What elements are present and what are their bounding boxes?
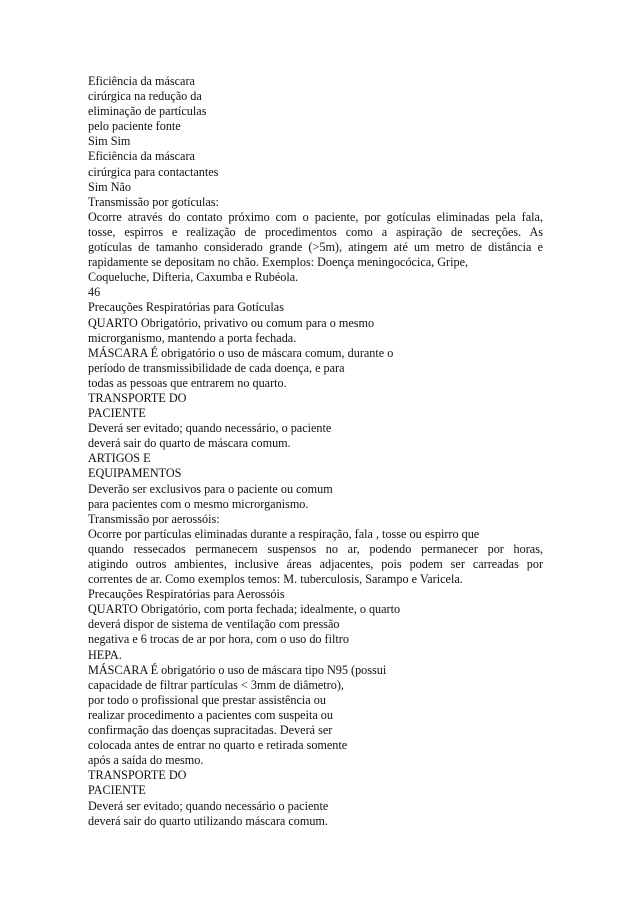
text-line: HEPA. [88, 647, 122, 662]
text-line: Deverão ser exclusivos para o paciente ou comum [88, 481, 333, 496]
text-line: colocada antes de entrar no quarto e retirada somente [88, 738, 348, 753]
text-line: MÁSCARA É obrigatório o uso de máscara tipo N95 (possui [88, 662, 387, 677]
text-line: deverá sair do quarto utilizando máscara comum. [88, 813, 328, 828]
text-line: por todo o profissional que prestar assistência ou [88, 692, 326, 707]
text-line: EQUIPAMENTOS [88, 466, 182, 481]
text-line: após a saída do mesmo. [88, 753, 204, 768]
text-line: 46 [88, 285, 101, 300]
text-line: correntes de ar. Como exemplos temos: M. tuberculosis, Sarampo e Varicela. [88, 572, 463, 587]
text-line: deverá sair do quarto de máscara comum. [88, 436, 291, 451]
text-line: para pacientes com o mesmo microrganismo. [88, 496, 309, 511]
text-line: microrganismo, mantendo a porta fechada. [88, 330, 297, 345]
text-line: Deverá ser evitado; quando necessário, o paciente [88, 421, 332, 436]
text-line: eliminação de partículas [88, 104, 207, 119]
text-line: Transmissão por aerossóis: [88, 511, 220, 526]
document-page [88, 74, 548, 829]
text-line: Ocorre através do contato próximo com o paciente, por gotículas eliminadas pela fala, [88, 209, 543, 224]
text-line: Transmissão por gotículas: [88, 194, 219, 209]
text-line: confirmação das doenças supracitadas. Deverá ser [88, 723, 333, 738]
text-line: Eficiência da máscara [88, 74, 195, 88]
text-line: pelo paciente fonte [88, 119, 181, 134]
text-line: quando ressecados permanecem suspensos no ar, podendo permanecer por horas, [88, 541, 543, 556]
text-line: Ocorre por partículas eliminadas durante a respiração, fala , tosse ou espirro que [88, 526, 480, 541]
text-line: Precauções Respiratórias para Aerossóis [88, 587, 285, 602]
text-line: todas as pessoas que entrarem no quarto. [88, 375, 287, 390]
text-line: PACIENTE [88, 783, 146, 798]
text-line: tosse, espirros e realização de procedimentos como a aspiração de secreções. As [88, 224, 543, 239]
text-line: período de transmissibilidade de cada doença, e para [88, 360, 345, 375]
text-line: deverá dispor de sistema de ventilação com pressão [88, 617, 340, 632]
text-line: gotículas de tamanho considerado grande (>5m), atingem até um metro de distância e [88, 240, 543, 255]
text-line: Sim Sim [88, 134, 131, 149]
text-line: MÁSCARA É obrigatório o uso de máscara comum, durante o [88, 345, 394, 360]
text-line: negativa e 6 trocas de ar por hora, com o uso do filtro [88, 632, 349, 647]
text-line: Deverá ser evitado; quando necessário o paciente [88, 798, 329, 813]
text-line: PACIENTE [88, 406, 146, 421]
text-line: Precauções Respiratórias para Gotículas [88, 300, 284, 315]
text-line: Sim Não [88, 179, 131, 194]
text-line: ARTIGOS E [88, 451, 151, 466]
text-line: rapidamente se depositam no chão. Exemplos: Doença meningocócica, Gripe, [88, 255, 469, 270]
text-line: cirúrgica para contactantes [88, 164, 219, 179]
text-line: Coqueluche, Difteria, Caxumba e Rubéola. [88, 270, 299, 285]
text-line: realizar procedimento a pacientes com suspeita ou [88, 707, 333, 722]
text-line: TRANSPORTE DO [88, 390, 187, 405]
text-line: Eficiência da máscara [88, 149, 195, 164]
text-line: QUARTO Obrigatório, privativo ou comum para o mesmo [88, 315, 375, 330]
text-line: cirúrgica na redução da [88, 89, 202, 104]
text-line: TRANSPORTE DO [88, 768, 187, 783]
text-line: capacidade de filtrar partículas < 3mm de diâmetro), [88, 677, 344, 692]
text-line: QUARTO Obrigatório, com porta fechada; idealmente, o quarto [88, 602, 401, 617]
text-line: atigindo outros ambientes, inclusive áreas adjacentes, pois podem ser carreadas por [88, 557, 543, 571]
